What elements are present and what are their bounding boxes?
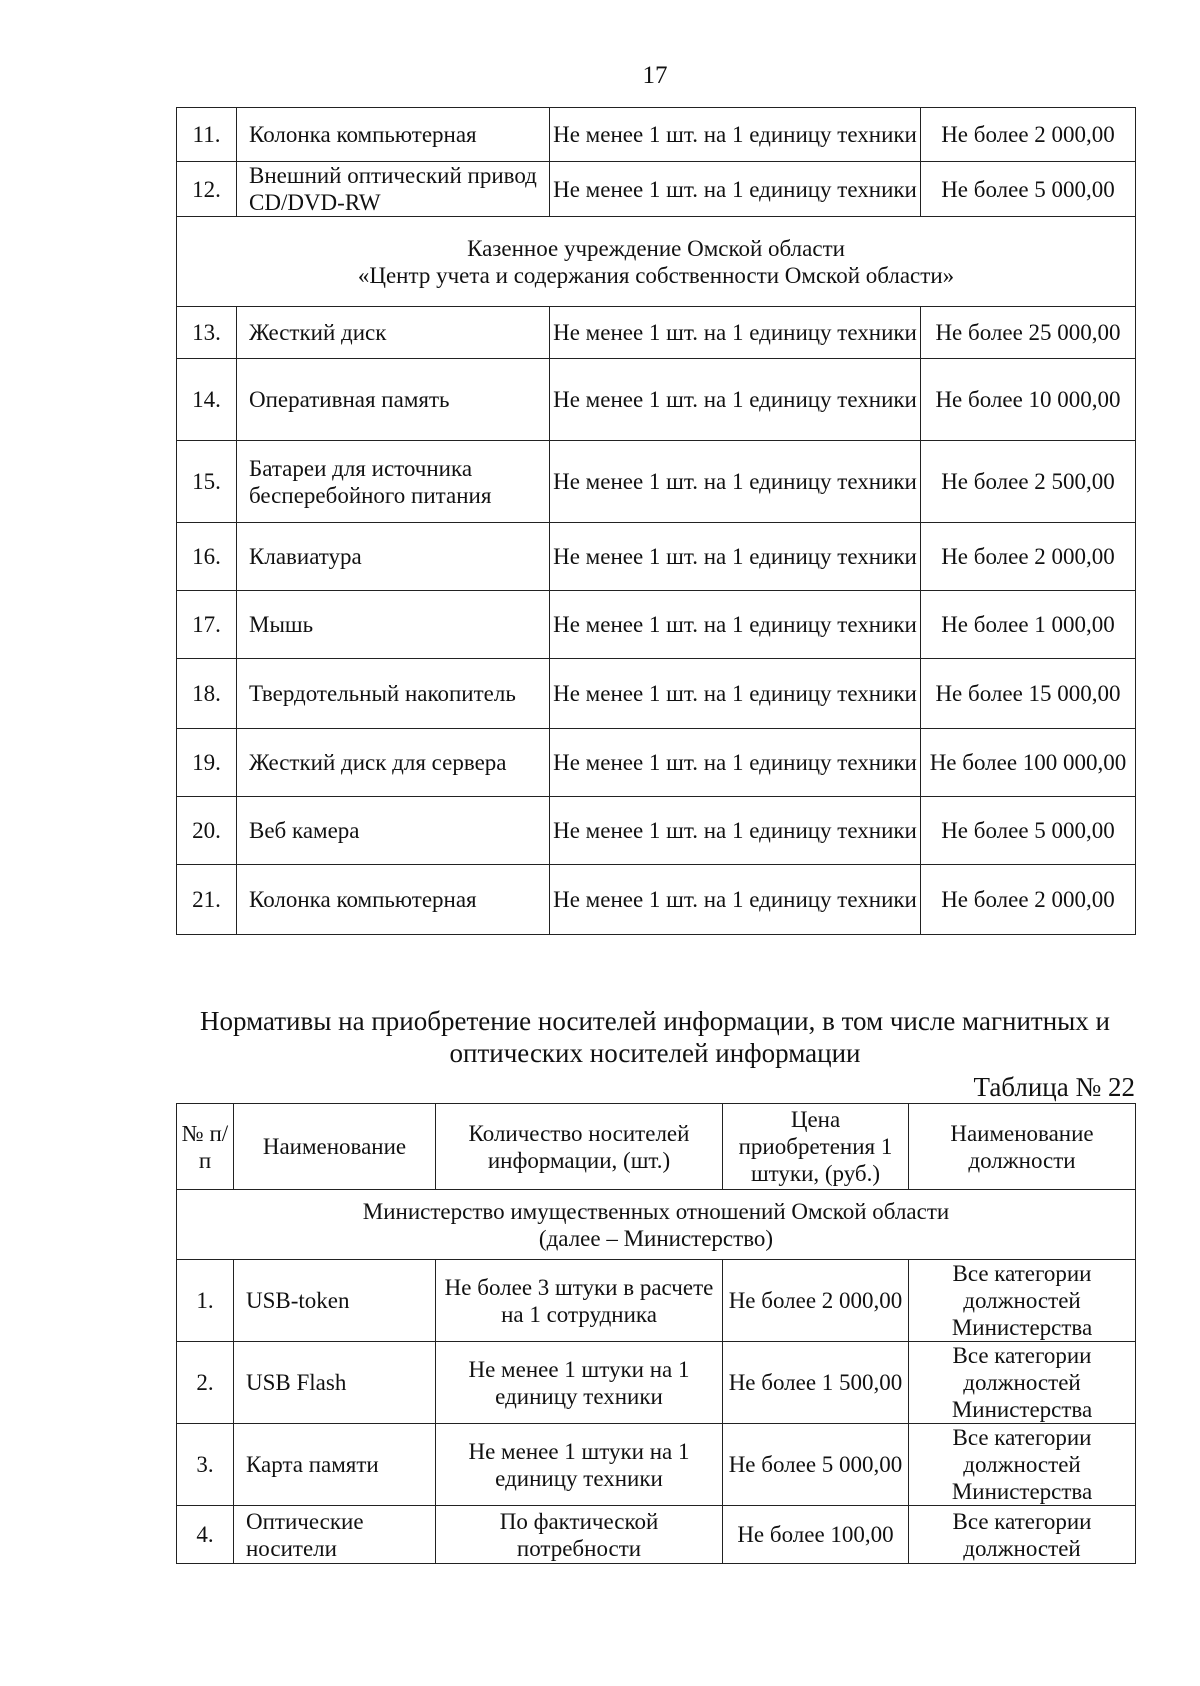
- item-price: Не более 2 500,00: [921, 441, 1136, 523]
- table-row: [177, 1342, 1136, 1424]
- item-quantity: Не менее 1 шт. на 1 единицу техники: [550, 523, 921, 591]
- item-quantity: Не более 3 штуки в расчете на 1 сотрудника: [436, 1260, 723, 1342]
- row-number: 20.: [177, 797, 237, 865]
- row-number: 3.: [177, 1424, 234, 1506]
- organization-cell: [177, 1190, 1136, 1260]
- item-position: Все категории должностей Министерства: [909, 1424, 1136, 1506]
- table-row: [177, 1506, 1136, 1564]
- row-number: 21.: [177, 865, 237, 935]
- item-quantity: Не менее 1 шт. на 1 единицу техники: [550, 591, 921, 659]
- table-row: [177, 523, 1136, 591]
- item-quantity: Не менее 1 шт. на 1 единицу техники: [550, 162, 921, 217]
- item-price: Не более 100 000,00: [921, 729, 1136, 797]
- row-number: 16.: [177, 523, 237, 591]
- row-number: 1.: [177, 1260, 234, 1342]
- item-name: Жесткий диск: [237, 307, 550, 359]
- item-quantity: Не менее 1 шт. на 1 единицу техники: [550, 307, 921, 359]
- item-quantity: Не менее 1 шт. на 1 единицу техники: [550, 865, 921, 935]
- table-row: [177, 1260, 1136, 1342]
- header-name: Наименование: [234, 1104, 436, 1190]
- row-number: 12.: [177, 162, 237, 217]
- item-quantity: Не менее 1 шт. на 1 единицу техники: [550, 108, 921, 162]
- organization-row: [177, 217, 1136, 307]
- table-row: [177, 865, 1136, 935]
- item-quantity: Не менее 1 шт. на 1 единицу техники: [550, 359, 921, 441]
- row-number: 18.: [177, 659, 237, 729]
- item-price: Не более 1 000,00: [921, 591, 1136, 659]
- item-quantity: Не менее 1 штуки на 1 единицу техники: [436, 1342, 723, 1424]
- table-row: [177, 441, 1136, 523]
- item-price: Не более 5 000,00: [921, 797, 1136, 865]
- item-position: Все категории должностей Министерства: [909, 1342, 1136, 1424]
- organization-cell: [177, 217, 1136, 307]
- organization-row: [177, 1190, 1136, 1260]
- item-quantity: Не менее 1 штуки на 1 единицу техники: [436, 1424, 723, 1506]
- row-number: 2.: [177, 1342, 234, 1424]
- row-number: 19.: [177, 729, 237, 797]
- item-quantity: Не менее 1 шт. на 1 единицу техники: [550, 441, 921, 523]
- item-name: Жесткий диск для сервера: [237, 729, 550, 797]
- row-number: 13.: [177, 307, 237, 359]
- storage-media-table: [176, 1103, 1136, 1564]
- item-name: USB-token: [234, 1260, 436, 1342]
- row-number: 14.: [177, 359, 237, 441]
- table-row: [177, 797, 1136, 865]
- item-name: Веб камера: [237, 797, 550, 865]
- row-number: 4.: [177, 1506, 234, 1564]
- table-row: [177, 1424, 1136, 1506]
- table-row: [177, 659, 1136, 729]
- header-price: Цена приобретения 1 штуки, (руб.): [723, 1104, 909, 1190]
- section-heading: [140, 1005, 1170, 1069]
- organization-name-line1: Казенное учреждение Омской области: [467, 235, 845, 261]
- item-price: Не более 15 000,00: [921, 659, 1136, 729]
- table-header-row: [177, 1104, 1136, 1190]
- item-price: Не более 25 000,00: [921, 307, 1136, 359]
- section-heading-line1: Нормативы на приобретение носителей информации, в том числе магнитных и: [199, 1006, 1111, 1036]
- table-row: [177, 729, 1136, 797]
- item-name: Внешний оптический привод CD/DVD-RW: [237, 162, 550, 217]
- table-row: [177, 162, 1136, 217]
- organization-name-line2: (далее – Министерство): [538, 1225, 774, 1251]
- item-name: Клавиатура: [237, 523, 550, 591]
- item-quantity: По фактической потребности: [436, 1506, 723, 1564]
- item-position: Все категории должностей: [909, 1506, 1136, 1564]
- table-row: [177, 108, 1136, 162]
- row-number: 11.: [177, 108, 237, 162]
- item-price: Не более 2 000,00: [921, 523, 1136, 591]
- item-name: Оптические носители: [234, 1506, 436, 1564]
- row-number: 17.: [177, 591, 237, 659]
- item-name: USB Flash: [234, 1342, 436, 1424]
- item-price: Не более 5 000,00: [723, 1424, 909, 1506]
- item-price: Не более 2 000,00: [921, 108, 1136, 162]
- item-price: Не более 1 500,00: [723, 1342, 909, 1424]
- item-price: Не более 2 000,00: [723, 1260, 909, 1342]
- organization-name-line2: «Центр учета и содержания собственности Омской области»: [357, 262, 955, 288]
- item-name: Колонка компьютерная: [237, 108, 550, 162]
- section-heading-line2: оптических носителей информации: [449, 1038, 861, 1068]
- item-name: Мышь: [237, 591, 550, 659]
- item-price: Не более 100,00: [723, 1506, 909, 1564]
- item-name: Твердотельный накопитель: [237, 659, 550, 729]
- table-row: [177, 591, 1136, 659]
- row-number: 15.: [177, 441, 237, 523]
- header-position: Наименование должности: [909, 1104, 1136, 1190]
- page-number: 17: [642, 62, 668, 89]
- item-price: Не более 5 000,00: [921, 162, 1136, 217]
- header-quantity: Количество носителей информации, (шт.): [436, 1104, 723, 1190]
- table-label: Таблица № 22: [973, 1072, 1135, 1102]
- item-quantity: Не менее 1 шт. на 1 единицу техники: [550, 729, 921, 797]
- item-position: Все категории должностей Министерства: [909, 1260, 1136, 1342]
- table-row: [177, 359, 1136, 441]
- organization-name-line1: Министерство имущественных отношений Омской области: [362, 1198, 950, 1224]
- item-price: Не более 2 000,00: [921, 865, 1136, 935]
- item-name: Оперативная память: [237, 359, 550, 441]
- item-price: Не более 10 000,00: [921, 359, 1136, 441]
- header-number: № п/п: [177, 1104, 234, 1190]
- item-quantity: Не менее 1 шт. на 1 единицу техники: [550, 797, 921, 865]
- it-equipment-table: [176, 107, 1136, 935]
- item-quantity: Не менее 1 шт. на 1 единицу техники: [550, 659, 921, 729]
- item-name: Карта памяти: [234, 1424, 436, 1506]
- item-name: Батареи для источника бесперебойного питания: [237, 441, 550, 523]
- table-row: [177, 307, 1136, 359]
- item-name: Колонка компьютерная: [237, 865, 550, 935]
